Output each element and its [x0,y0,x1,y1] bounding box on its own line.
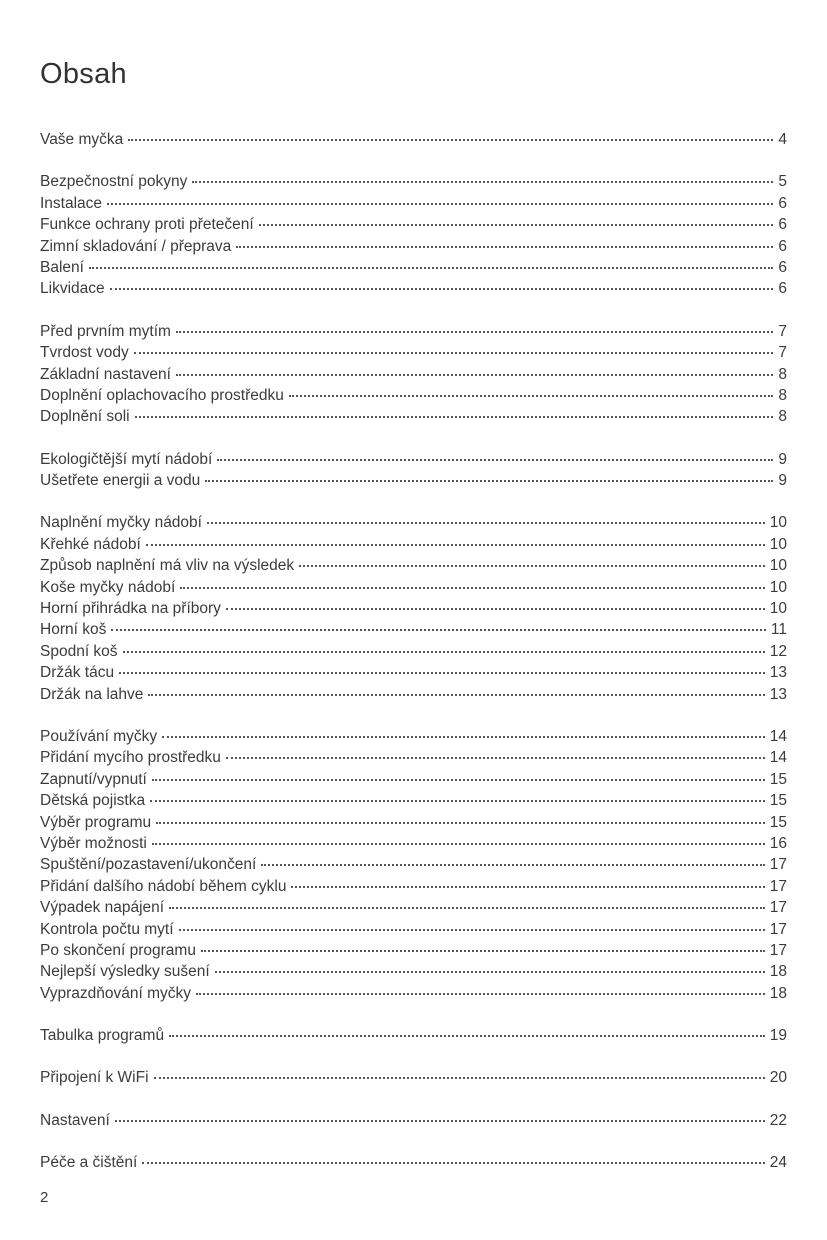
toc-entry-page: 13 [769,664,787,682]
toc-leader-dots [152,779,765,781]
toc-entry-label: Zapnutí/vypnutí [40,770,147,788]
toc-entry-page: 14 [769,727,787,745]
toc-entry [40,664,787,685]
toc-group [40,1154,787,1175]
toc-entry-label: Instalace [40,194,103,212]
toc-entry-label: Ekologičtější mytí nádobí [40,450,213,468]
toc-entry [40,323,787,344]
toc-entry-label: Nejlepší výsledky sušení [40,963,210,981]
toc-entry [40,1154,787,1175]
toc-entry-label: Horní koš [40,621,107,639]
toc-entry-label: Doplnění soli [40,408,130,426]
toc-leader-dots [236,246,773,248]
toc-entry-page: 10 [769,514,787,532]
toc-entry-page: 9 [778,472,787,490]
toc-entry-page: 15 [769,792,787,810]
toc-entry-label: Připojení k WiFi [40,1069,149,1087]
toc-leader-dots [142,1162,764,1164]
toc-group [40,131,787,152]
toc-entry-label: Základní nastavení [40,365,171,383]
toc-entry [40,771,787,792]
toc-entry [40,131,787,152]
toc-entry [40,792,787,813]
toc-entry [40,686,787,707]
toc-entry-page: 10 [769,557,787,575]
toc-entry [40,643,787,664]
toc-group [40,323,787,430]
toc-group [40,1112,787,1133]
toc-entry [40,216,787,237]
toc-entry-label: Bezpečnostní pokyny [40,173,188,191]
toc-entry-page: 6 [778,237,787,255]
toc-entry-page: 5 [778,173,787,191]
toc-entry-label: Koše myčky nádobí [40,578,176,596]
toc-leader-dots [123,651,765,653]
toc-entry-label: Péče a čištění [40,1154,138,1172]
toc-leader-dots [215,971,765,973]
toc-entry [40,579,787,600]
toc-leader-dots [154,1077,765,1079]
toc-entry [40,878,787,899]
toc-entry-page: 8 [778,365,787,383]
toc-entry-page: 12 [769,642,787,660]
toc-leader-dots [261,864,764,866]
toc-entry-label: Tabulka programů [40,1027,165,1045]
toc-leader-dots [226,608,765,610]
toc-entry-page: 4 [778,131,787,148]
toc-entry-page: 6 [778,280,787,298]
toc-leader-dots [192,181,773,183]
toc-entry-page: 24 [769,1154,787,1172]
toc-group [40,728,787,1006]
toc-entry-page: 20 [769,1069,787,1087]
toc-leader-dots [111,629,766,631]
toc-entry-page: 19 [769,1027,787,1045]
toc-entry-page: 7 [778,344,787,362]
toc-leader-dots [196,993,765,995]
toc-entry-label: Přidání mycího prostředku [40,749,221,767]
toc-entry-page: 22 [769,1111,787,1129]
toc-entry [40,814,787,835]
toc-leader-dots [152,843,765,845]
toc-entry [40,451,787,472]
toc-leader-dots [176,374,773,376]
toc-entry-label: Před prvním mytím [40,322,171,340]
toc-leader-dots [162,736,765,738]
toc-entry-page: 18 [769,963,787,981]
toc-entry-label: Horní přihrádka na příbory [40,600,221,618]
toc-leader-dots [148,694,764,696]
toc-entry-label: Používání myčky [40,727,158,745]
toc-leader-dots [89,267,773,269]
toc-entry [40,557,787,578]
toc-leader-dots [205,480,773,482]
toc-entry [40,344,787,365]
toc-entry-page: 17 [769,899,787,917]
toc-group [40,514,787,707]
toc-entry [40,1027,787,1048]
toc-entry [40,1069,787,1090]
toc-entry-label: Kontrola počtu mytí [40,920,174,938]
toc-entry-page: 17 [769,856,787,874]
toc-entry-page: 8 [778,408,787,426]
toc-leader-dots [201,950,765,952]
toc-entry [40,621,787,642]
page-title: Obsah [40,58,127,90]
toc-entry-page: 6 [778,258,787,276]
toc-leader-dots [259,224,774,226]
toc-entry [40,963,787,984]
toc-leader-dots [134,352,774,354]
toc-entry [40,280,787,301]
toc-entry [40,472,787,493]
toc-leader-dots [179,929,765,931]
toc-entry-label: Po skončení programu [40,941,196,959]
toc-entry [40,408,787,429]
toc-group [40,173,787,301]
toc-entry-page: 8 [778,386,787,404]
toc-entry [40,899,787,920]
toc-leader-dots [146,544,765,546]
toc-leader-dots [115,1120,765,1122]
toc-entry-page: 15 [769,770,787,788]
toc-entry-label: Výpadek napájení [40,899,165,917]
toc-entry [40,173,787,194]
toc-entry-page: 13 [769,685,787,703]
toc-leader-dots [180,587,764,589]
toc-entry [40,942,787,963]
toc-entry-label: Likvidace [40,280,105,298]
toc-entry [40,366,787,387]
toc-entry [40,835,787,856]
toc-leader-dots [289,395,774,397]
toc-entry-label: Výběr možnosti [40,834,147,852]
toc-entry [40,985,787,1006]
toc-leader-dots [156,822,765,824]
toc-entry [40,921,787,942]
toc-entry-label: Výběr programu [40,813,152,831]
toc-entry [40,387,787,408]
toc-entry-label: Držák tácu [40,664,115,682]
toc-entry-label: Spodní koš [40,642,118,660]
toc-entry-page: 9 [778,450,787,468]
toc-entry-label: Vyprazdňování myčky [40,984,192,1002]
toc-entry-label: Zimní skladování / přeprava [40,237,232,255]
toc-leader-dots [299,565,765,567]
toc-entry-label: Způsob naplnění má vliv na výsledek [40,557,295,575]
toc-entry [40,514,787,535]
toc-leader-dots [226,757,765,759]
toc-leader-dots [128,139,773,141]
toc-entry [40,1112,787,1133]
toc-leader-dots [207,522,765,524]
toc-leader-dots [135,416,774,418]
toc-entry-page: 17 [769,941,787,959]
toc-entry-label: Ušetřete energii a vodu [40,472,201,490]
toc-entry-label: Přidání dalšího nádobí během cyklu [40,877,287,895]
toc-entry-page: 11 [770,621,787,639]
toc-entry-page: 10 [769,600,787,618]
toc-group [40,1027,787,1048]
toc-entry-label: Naplnění myčky nádobí [40,514,202,532]
toc-entry [40,259,787,280]
toc-entry-label: Držák na lahve [40,685,144,703]
footer-page-number: 2 [40,1189,49,1206]
toc-entry-label: Dětská pojistka [40,792,146,810]
toc-entry [40,195,787,216]
toc-entry-page: 6 [778,216,787,234]
toc-entry [40,856,787,877]
toc-entry-page: 10 [769,578,787,596]
toc-entry-label: Vaše myčka [40,131,124,148]
toc-leader-dots [119,672,765,674]
toc-leader-dots [291,886,764,888]
toc-entry [40,749,787,770]
toc-entry-label: Spuštění/pozastavení/ukončení [40,856,257,874]
toc [40,131,787,1176]
toc-entry-label: Tvrdost vody [40,344,129,362]
toc-entry [40,600,787,621]
toc-leader-dots [150,800,765,802]
toc-entry-label: Křehké nádobí [40,535,141,553]
toc-entry-page: 10 [769,535,787,553]
toc-leader-dots [169,907,765,909]
toc-entry-label: Balení [40,258,84,276]
toc-leader-dots [217,459,773,461]
toc-leader-dots [169,1035,765,1037]
toc-entry-page: 15 [769,813,787,831]
toc-leader-dots [176,331,773,333]
toc-entry-label: Nastavení [40,1111,110,1129]
toc-leader-dots [110,288,774,290]
toc-entry [40,238,787,259]
toc-entry-page: 14 [769,749,787,767]
toc-group [40,1069,787,1090]
toc-entry-page: 6 [778,194,787,212]
toc-entry [40,536,787,557]
toc-entry-page: 17 [769,877,787,895]
toc-leader-dots [107,203,773,205]
toc-entry-page: 7 [778,322,787,340]
toc-entry-page: 18 [769,984,787,1002]
toc-entry [40,728,787,749]
toc-entry-page: 17 [769,920,787,938]
toc-entry-label: Doplnění oplachovacího prostředku [40,386,284,404]
toc-entry-page: 16 [769,834,787,852]
toc-group [40,451,787,494]
toc-entry-label: Funkce ochrany proti přetečení [40,216,254,234]
